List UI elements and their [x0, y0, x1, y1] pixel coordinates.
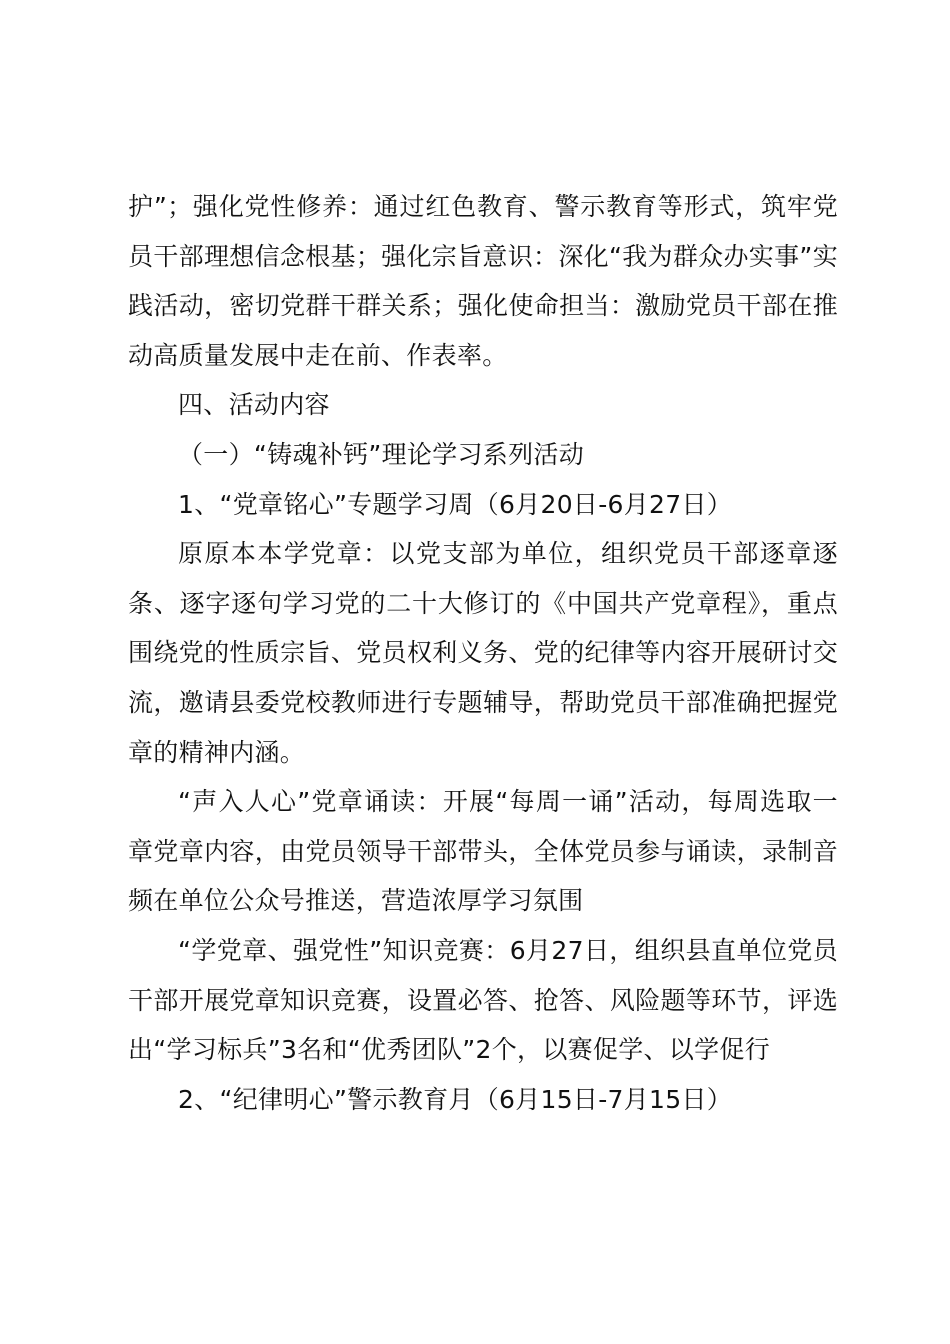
paragraph-knowledge-contest: “学党章、强党性”知识竞赛：6月27日，组织县直单位党员干部开展党章知识竞赛，设置必答、抢答、风险题等环节，评选出“学习标兵”3名和“优秀团队”2个，以赛促学、以学促行 — [128, 935, 838, 1065]
document-body — [128, 182, 838, 1124]
item-heading-discipline-month: 2、“纪律明心”警示教育月（6月15日-7月15日） — [178, 1084, 733, 1114]
paragraph-continuation: 护”；强化党性修养：通过红色教育、警示教育等形式，筑牢党员干部理想信念根基；强化宗旨意识：深化“我为群众办实事”实践活动，密切党群干群关系；强化使命担当：激励党员干部在推动高质量发展中走在前、作表率。 — [128, 192, 838, 370]
paragraph-constitution-recitation: “声入人心”党章诵读：开展“每周一诵”活动，每周选取一章党章内容，由党员领导干部带头，全体党员参与诵读，录制音频在单位公众号推送，营造浓厚学习氛围 — [128, 787, 838, 916]
subsection-heading-theory-study: （一）“铸魂补钙”理论学习系列活动 — [178, 439, 585, 469]
section-heading-activity-content: 四、活动内容 — [178, 390, 330, 420]
item-heading-party-constitution-week: 1、“党章铭心”专题学习周（6月20日-6月27日） — [178, 489, 733, 519]
paragraph-study-constitution: 原原本本学党章：以党支部为单位，组织党员干部逐章逐条、逐字逐句学习党的二十大修订的《中国共产党章程》，重点围绕党的性质宗旨、党员权利义务、党的纪律等内容开展研讨交流，邀请县委党校教师进行专题辅导，帮助党员干部准确把握党章的精神内涵。 — [128, 539, 838, 767]
